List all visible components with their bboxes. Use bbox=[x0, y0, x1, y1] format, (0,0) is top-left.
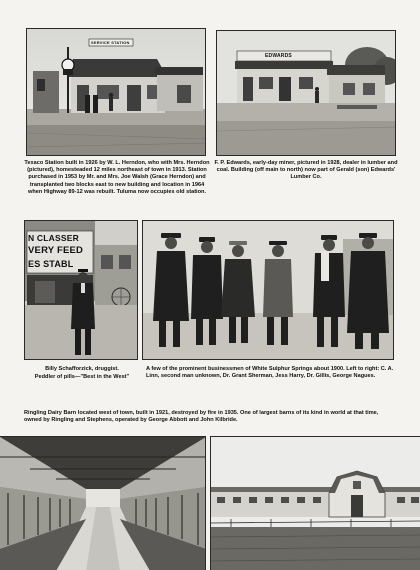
photo-schafforzick bbox=[24, 220, 138, 360]
businessmen-image bbox=[143, 221, 394, 360]
caption-texaco-station: Texaco Station built in 1926 by W. L. Herndon, who with Mrs. Herndon (pictured), homesteaded 12 miles northeast of town in 1913. Station purchased in 1953 by Mr. and Mrs. Joe Walsh (Grace Herndon) and transplanted two blocks east to new building and location in 1964 when Highway 89-12 was rebuilt. Tuluma now occupies old station. bbox=[24, 160, 210, 195]
photo-texaco-station bbox=[26, 28, 206, 156]
photo-edwards-lumber bbox=[216, 30, 396, 156]
store-sign-line-2: VERY FEED bbox=[28, 245, 84, 256]
texaco-station-image bbox=[27, 29, 206, 156]
caption-schafforzick-line-1: Billy Schafforzick, druggist. bbox=[45, 366, 119, 372]
edwards-sign-text: EDWARDS bbox=[265, 53, 292, 59]
photo-dairy-barn-interior bbox=[0, 436, 206, 570]
caption-businessmen: A few of the prominent businessmen of White Sulphur Springs about 1900. Left to right: C. A. Linn, second man unknown, Dr. Grant Sherman, Jess Harry, Dr. Gillis, George Nagues. bbox=[146, 366, 394, 380]
store-sign-line-3: ES STABL bbox=[28, 259, 74, 269]
dairy-barn-interior-image bbox=[0, 437, 206, 570]
caption-edwards-lumber: F. P. Edwards, early-day miner, pictured in 1928, dealer in lumber and coal. Building (off main to north) now part of Gerald (son) Edwards' Lumber Co. bbox=[214, 160, 398, 181]
caption-schafforzick-line-2: Peddler of pills—"Best in the West" bbox=[34, 373, 130, 380]
store-sign-line-1: N CLASSER bbox=[28, 233, 79, 243]
edwards-lumber-image bbox=[217, 31, 396, 156]
caption-dairy-barn: Ringling Dairy Barn located west of town, built in 1921, destroyed by fire in 1935. One of largest barns of its kind in world at that time, owned by Ringling and Stephens, operated by George Abbott and John Kilbride. bbox=[24, 410, 379, 424]
photo-dairy-barn-exterior bbox=[210, 436, 420, 570]
dairy-barn-exterior-image bbox=[211, 437, 420, 570]
texaco-sign-text: SERVICE STATION bbox=[91, 40, 130, 45]
photo-businessmen bbox=[142, 220, 394, 360]
